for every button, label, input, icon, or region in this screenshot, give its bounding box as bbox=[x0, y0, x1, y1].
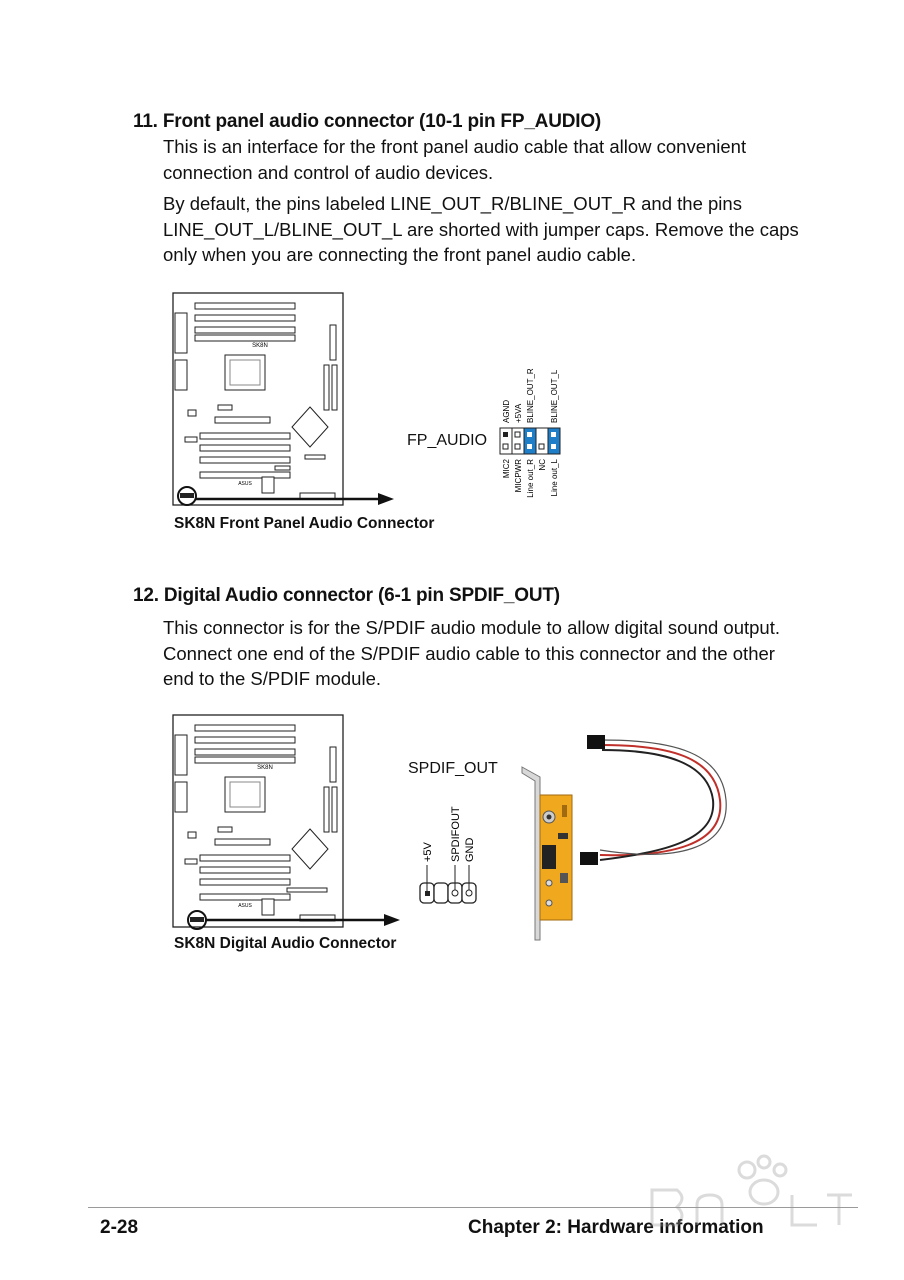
section-11-body bbox=[163, 134, 803, 274]
spdif-pin-header bbox=[420, 865, 476, 903]
cable-plug-top bbox=[587, 735, 605, 749]
pointer-arrowhead-2 bbox=[384, 914, 400, 926]
spdif-module-board bbox=[540, 795, 572, 920]
spdif-cable bbox=[580, 735, 726, 865]
fp-audio-location bbox=[180, 493, 194, 498]
pin-label-bline-out-r: BLINE_OUT_R bbox=[526, 368, 535, 423]
pin-label-spdifout: SPDIFOUT bbox=[450, 806, 462, 862]
pin-label-mic2: MIC2 bbox=[502, 459, 511, 479]
cable-plug-module bbox=[580, 852, 598, 865]
board-brand-label: ASUS bbox=[238, 481, 252, 487]
fp-audio-caption: SK8N Front Panel Audio Connector bbox=[174, 515, 435, 532]
section-12-body bbox=[163, 615, 803, 698]
fp-audio-label: FP_AUDIO bbox=[407, 432, 488, 449]
section-11-title: 11. Front panel audio connector (10-1 pin FP_AUDIO) bbox=[133, 111, 602, 132]
footer-chapter-title: Chapter 2: Hardware information bbox=[468, 1217, 764, 1238]
motherboard-outline-2 bbox=[173, 715, 343, 927]
board-brand-label-2: ASUS bbox=[238, 903, 252, 909]
pin-label-agnd: AGND bbox=[502, 399, 511, 423]
footer-page-number: 2-28 bbox=[100, 1217, 139, 1238]
spdif-caption: SK8N Digital Audio Connector bbox=[174, 935, 397, 952]
spdif-diagram bbox=[150, 705, 740, 950]
jumper-cap-right bbox=[524, 428, 536, 454]
section-11-paragraph-1: This is an interface for the front panel audio cable that allow convenient connection and control of audio devices. bbox=[163, 136, 747, 183]
pin-label-5va: +5VA bbox=[514, 403, 523, 423]
pin-label-micpwr: MICPWR bbox=[514, 459, 523, 493]
pin-label-nc: NC bbox=[538, 459, 547, 471]
board-model-label: SK8N bbox=[252, 343, 268, 349]
section-12-paragraph-1: This connector is for the S/PDIF audio module to allow digital sound output. Connect one end of the S/PDIF audio cable to this connector and the other end to the S/PDIF module. bbox=[163, 617, 781, 689]
spdif-location bbox=[190, 917, 204, 922]
pin-label-gnd: GND bbox=[464, 837, 476, 862]
section-11-paragraph-2: By default, the pins labeled LINE_OUT_R/BLINE_OUT_R and the pins LINE_OUT_L/BLINE_OUT_L are shorted with jumper caps. Remove the caps only when you are connecting the front panel audio cable. bbox=[163, 193, 799, 265]
pin-label-line-out-r: Line out_R bbox=[526, 459, 535, 498]
pin-label-5v: +5V bbox=[422, 842, 434, 862]
fp-audio-pin-header bbox=[500, 428, 560, 454]
jumper-cap-left bbox=[548, 428, 560, 454]
board-model-label-2: SK8N bbox=[257, 765, 273, 771]
pin-label-bline-out-l: BLINE_OUT_L bbox=[550, 369, 559, 423]
pointer-arrowhead bbox=[378, 493, 394, 505]
motherboard-outline bbox=[173, 293, 343, 505]
section-12-title: 12. Digital Audio connector (6-1 pin SPDIF_OUT) bbox=[133, 585, 560, 606]
fp-audio-diagram bbox=[150, 285, 590, 520]
pin-label-line-out-l: Line out_L bbox=[550, 459, 559, 497]
spdif-out-label: SPDIF_OUT bbox=[408, 760, 498, 777]
spdif-module-bracket bbox=[522, 767, 540, 940]
watermark-logo bbox=[642, 1150, 857, 1245]
